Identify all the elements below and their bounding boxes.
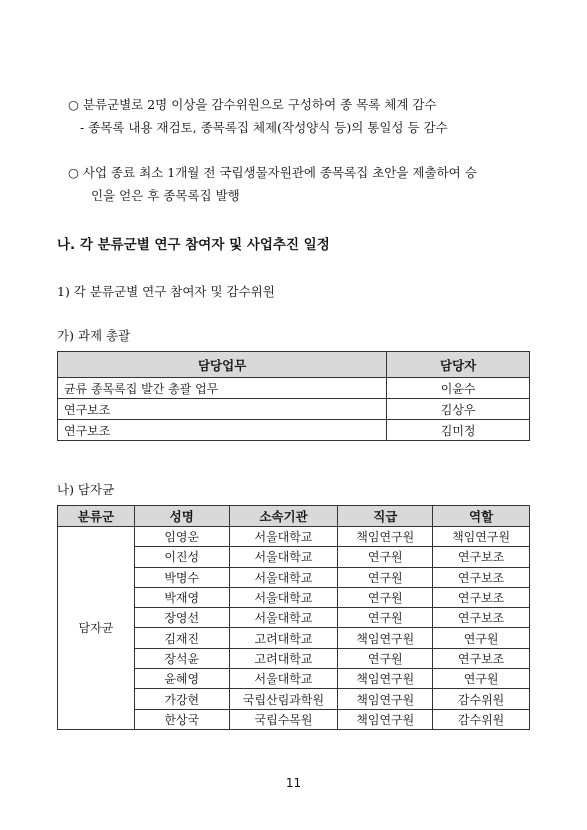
table-row — [58, 420, 530, 441]
org-cell: 서울대학교 — [229, 608, 338, 628]
rank-cell: 책임연구원 — [338, 689, 433, 709]
project-lead-table — [57, 351, 530, 441]
task-cell: 연구보조 — [58, 420, 387, 441]
role-cell: 연구원 — [433, 628, 530, 648]
bullet-reviewers: ○ 분류군별로 2명 이상을 감수위원으로 구성하여 종 목록 체계 감수 — [68, 97, 437, 112]
task-cell: 연구보조 — [58, 399, 387, 420]
rank-cell: 연구원 — [338, 587, 433, 607]
name-cell: 이진성 — [134, 547, 229, 567]
name-cell: 윤혜영 — [134, 669, 229, 689]
subsection-title: 1) 각 분류군별 연구 참여자 및 감수위원 — [57, 284, 275, 299]
rank-cell: 연구원 — [338, 547, 433, 567]
header-rank: 직급 — [338, 506, 433, 527]
table-row — [58, 378, 530, 399]
rank-cell: 책임연구원 — [338, 709, 433, 729]
rank-cell: 연구원 — [338, 608, 433, 628]
header-task: 담당업무 — [58, 352, 387, 378]
bullet-reviewers-sub: - 종목록 내용 재검토, 종목록집 체제(작성양식 등)의 통일성 등 감수 — [80, 120, 448, 135]
group-cell: 담자균 — [58, 527, 135, 730]
table-row — [58, 527, 530, 547]
basidiomycota-table — [57, 505, 530, 730]
person-cell: 김상우 — [387, 399, 530, 420]
task-cell: 균류 종목록집 발간 총괄 업무 — [58, 378, 387, 399]
org-cell: 고려대학교 — [229, 628, 338, 648]
name-cell: 한상국 — [134, 709, 229, 729]
name-cell: 김재진 — [134, 628, 229, 648]
org-cell: 국립산림과학원 — [229, 689, 338, 709]
rank-cell: 책임연구원 — [338, 669, 433, 689]
role-cell: 연구보조 — [433, 547, 530, 567]
name-cell: 박재영 — [134, 587, 229, 607]
header-role: 역할 — [433, 506, 530, 527]
table-row — [58, 399, 530, 420]
rank-cell: 책임연구원 — [338, 527, 433, 547]
role-cell: 연구보조 — [433, 648, 530, 668]
section-heading: 나. 각 분류군별 연구 참여자 및 사업추진 일정 — [57, 237, 330, 253]
role-cell: 연구보조 — [433, 567, 530, 587]
header-person: 담당자 — [387, 352, 530, 378]
header-name: 성명 — [134, 506, 229, 527]
name-cell: 임영운 — [134, 527, 229, 547]
table1-label: 가) 과제 총괄 — [57, 328, 131, 343]
header-group: 분류군 — [58, 506, 135, 527]
org-cell: 서울대학교 — [229, 587, 338, 607]
rank-cell: 연구원 — [338, 567, 433, 587]
role-cell: 연구보조 — [433, 608, 530, 628]
role-cell: 연구원 — [433, 669, 530, 689]
name-cell: 가강현 — [134, 689, 229, 709]
org-cell: 서울대학교 — [229, 567, 338, 587]
name-cell: 장영선 — [134, 608, 229, 628]
org-cell: 국립수목원 — [229, 709, 338, 729]
rank-cell: 연구원 — [338, 648, 433, 668]
bullet-draft-line1: ○ 사업 종료 최소 1개월 전 국립생물자원관에 종목록집 초안을 제출하여 승 — [68, 165, 477, 180]
role-cell: 책임연구원 — [433, 527, 530, 547]
page-number: 11 — [285, 776, 302, 790]
header-org: 소속기관 — [229, 506, 338, 527]
name-cell: 박명수 — [134, 567, 229, 587]
rank-cell: 책임연구원 — [338, 628, 433, 648]
role-cell: 연구보조 — [433, 587, 530, 607]
role-cell: 감수위원 — [433, 689, 530, 709]
org-cell: 서울대학교 — [229, 547, 338, 567]
table2-label: 나) 담자균 — [57, 482, 115, 497]
role-cell: 감수위원 — [433, 709, 530, 729]
person-cell: 이윤수 — [387, 378, 530, 399]
org-cell: 서울대학교 — [229, 527, 338, 547]
person-cell: 김미정 — [387, 420, 530, 441]
bullet-draft-line2: 인을 얻은 후 종목록집 발행 — [91, 188, 240, 203]
org-cell: 고려대학교 — [229, 648, 338, 668]
name-cell: 장석윤 — [134, 648, 229, 668]
org-cell: 서울대학교 — [229, 669, 338, 689]
